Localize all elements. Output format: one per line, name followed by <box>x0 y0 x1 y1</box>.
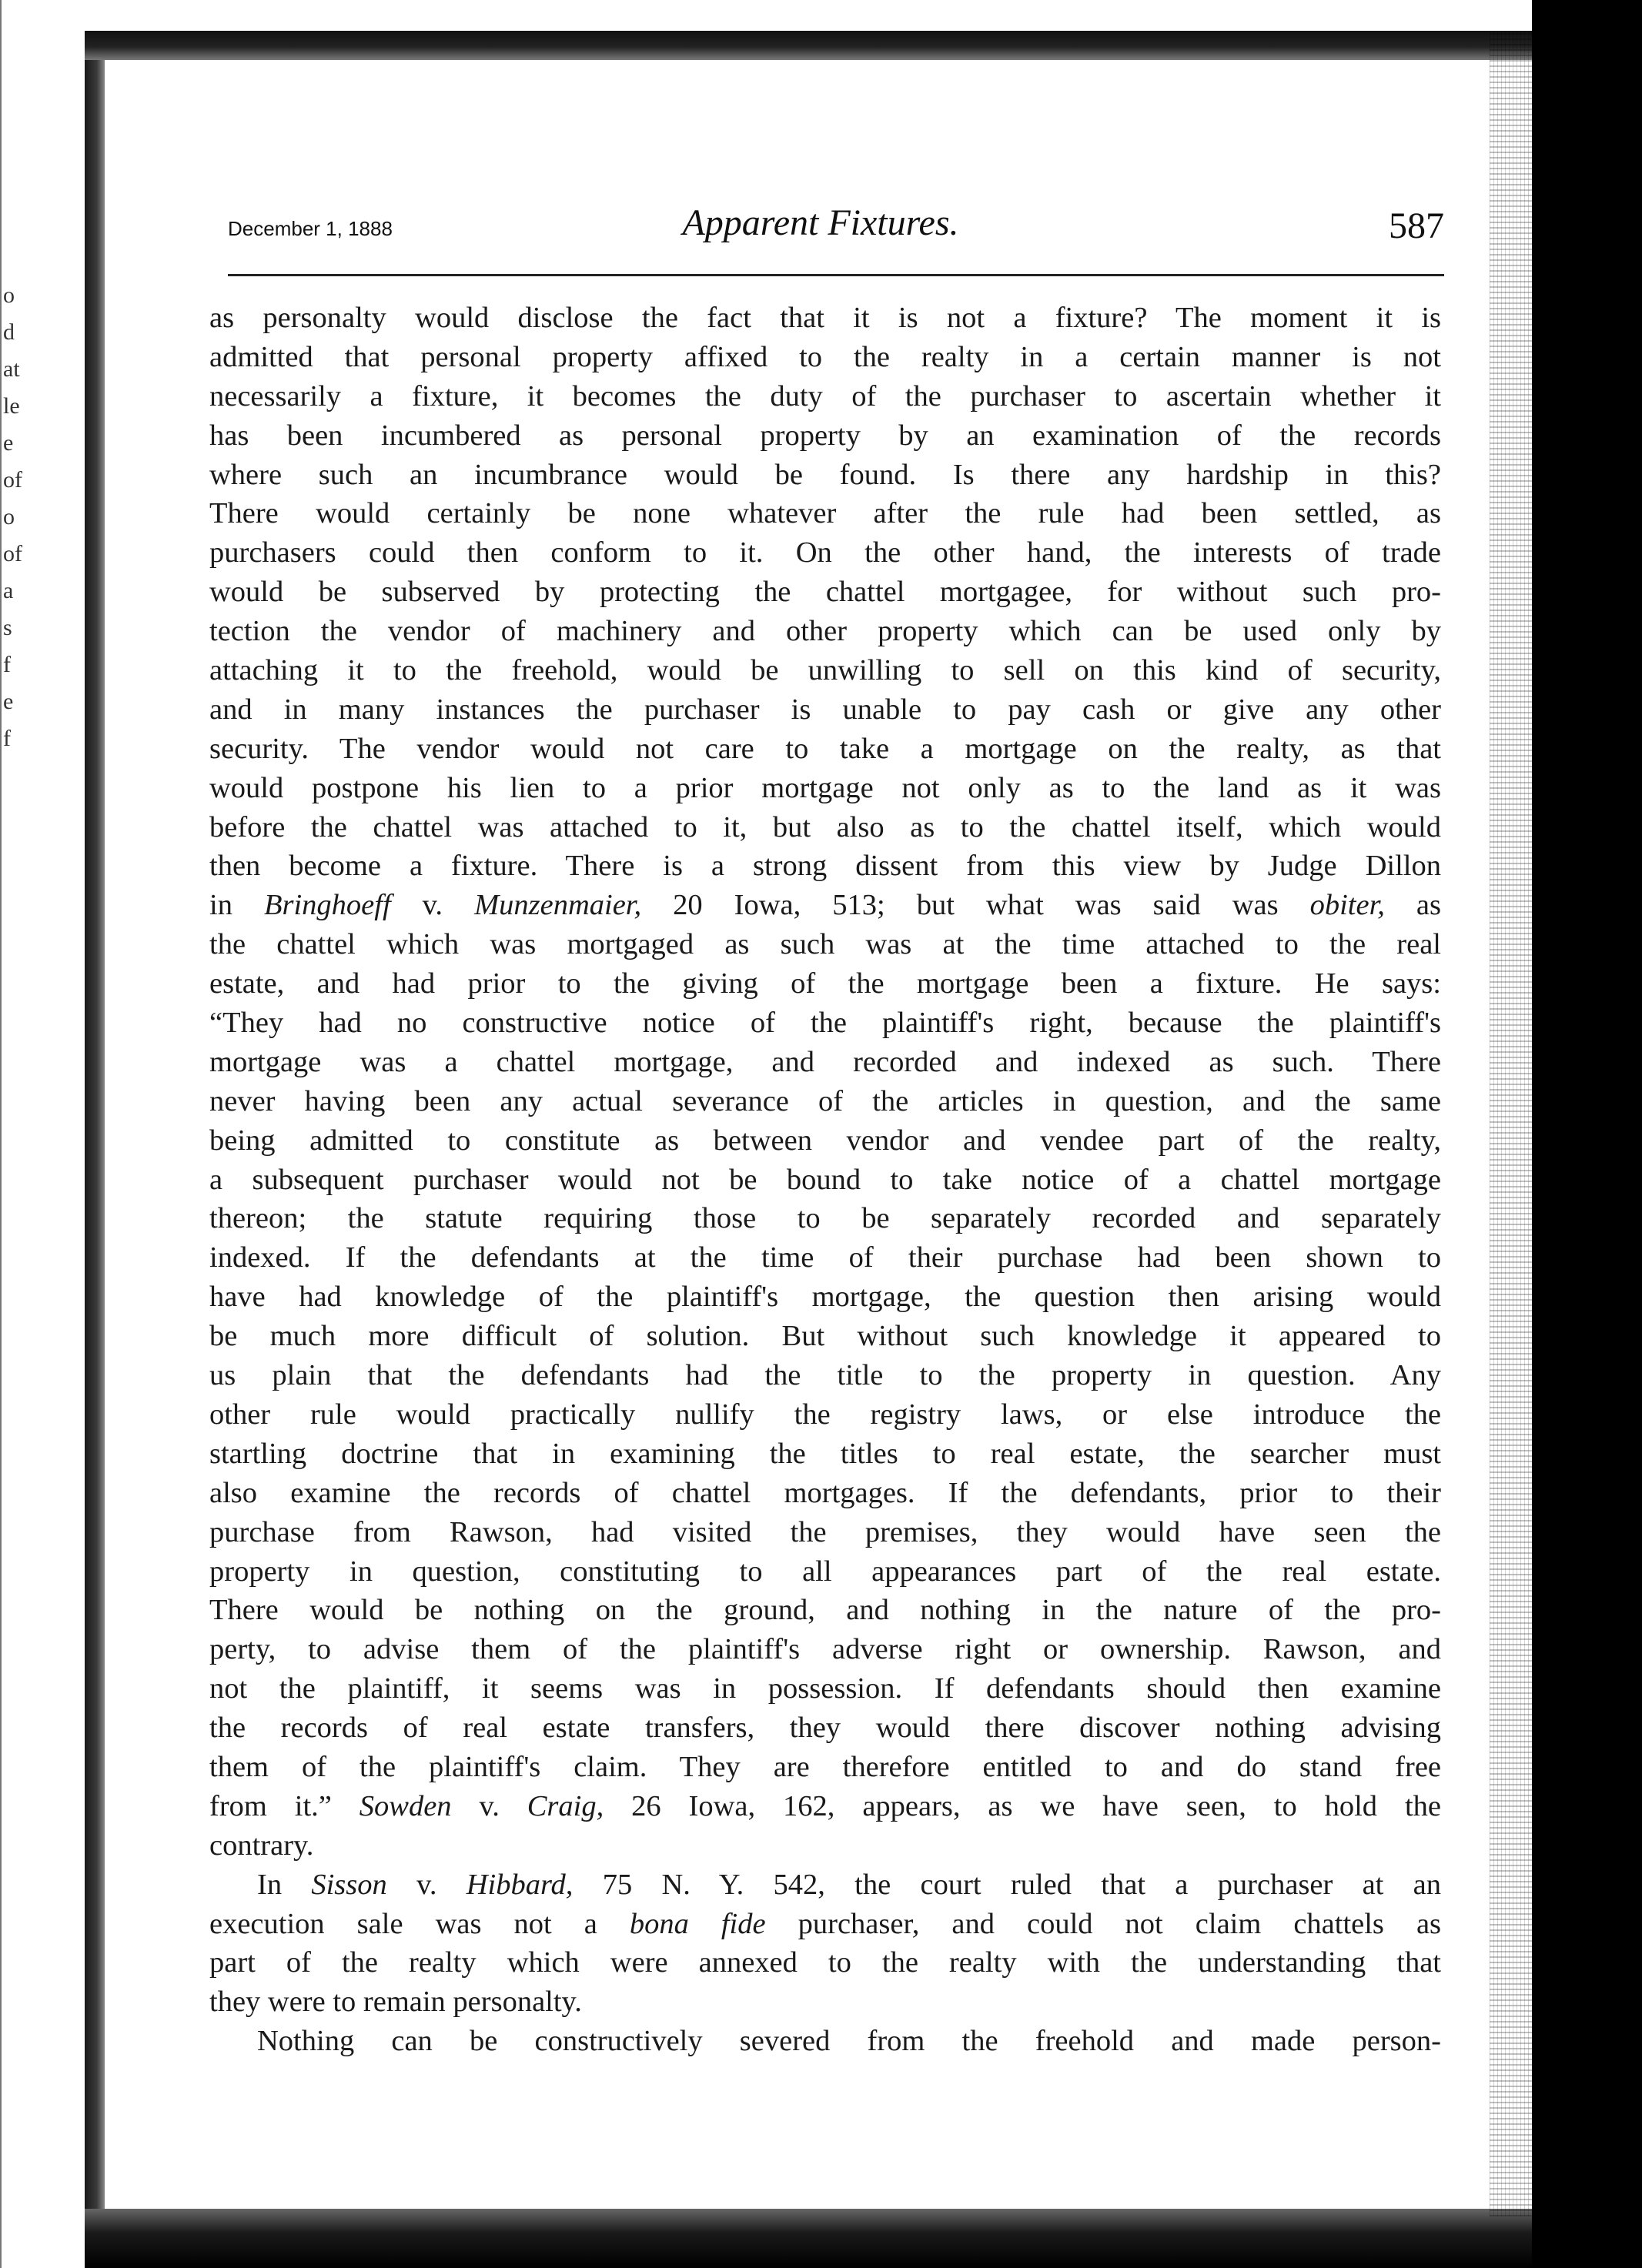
text-line: never having been any actual severance of the articles in question, and the same <box>209 1084 1441 1117</box>
case-name-italic: Bringhoeff <box>263 889 391 922</box>
case-name-italic: Craig, <box>527 1789 604 1822</box>
text-run: from it.” <box>209 1789 360 1822</box>
text-line: the chattel which was mortgaged as such was at the time attached to the real <box>209 928 1441 961</box>
margin-letter: o <box>3 504 15 529</box>
case-name-italic: bona fide <box>629 1907 766 1940</box>
case-name-italic: Munzenmaier, <box>474 889 642 922</box>
scan-right-border <box>1532 0 1642 2268</box>
text-line: indexed. If the defendants at the time of their purchase had been shown to <box>209 1241 1441 1274</box>
text-run: in <box>209 889 264 922</box>
text-line: before the chattel was attached to it, but also as to the chattel itself, which would <box>209 810 1441 843</box>
header-rule <box>228 274 1444 276</box>
text-line: tection the vendor of machinery and other property which can be used only by <box>209 615 1441 648</box>
text-line: purchase from Rawson, had visited the premises, they would have seen the <box>209 1515 1441 1548</box>
text-line: mortgage was a chattel mortgage, and recorded and indexed as such. There <box>209 1045 1441 1078</box>
text-line: There would certainly be none whatever after the rule had been settled, as <box>209 497 1441 530</box>
margin-letter: e <box>3 430 14 456</box>
margin-letter: le <box>3 393 20 419</box>
margin-letter: d <box>3 319 15 345</box>
margin-letter: s <box>3 615 12 640</box>
case-name-italic: obiter, <box>1309 889 1385 922</box>
text-line: admitted that personal property affixed to the realty in a certain manner is not <box>209 340 1441 373</box>
text-line: startling doctrine that in examining the titles to real estate, the searcher must <box>209 1437 1441 1470</box>
text-line: they were to remain personalty. <box>209 1986 582 2019</box>
text-line: them of the plaintiff's claim. They are therefore entitled to and do stand free <box>209 1750 1441 1783</box>
text-line: security. The vendor would not care to take a mortgage on the realty, as that <box>209 732 1441 765</box>
text-run: v. <box>390 889 475 922</box>
text-line: Nothing can be constructively severed from the freehold and made person- <box>257 2025 1441 2058</box>
text-line: have had knowledge of the plaintiff's mortgage, the question then arising would <box>209 1281 1441 1314</box>
text-line: There would be nothing on the ground, and nothing in the nature of the pro- <box>209 1594 1441 1627</box>
text-line: property in question, constituting to all appearances part of the real estate. <box>209 1555 1441 1588</box>
margin-letter: at <box>3 356 20 382</box>
text-run: purchaser, and could not claim chattels as <box>765 1907 1442 1940</box>
text-line: purchasers could then conform to it. On the other hand, the interests of trade <box>209 536 1441 570</box>
text-line: attaching it to the freehold, would be unwilling to sell on this kind of security, <box>209 654 1441 687</box>
text-line: as personalty would disclose the fact that it is not a fixture? The moment it is <box>209 302 1441 334</box>
text-line: the records of real estate transfers, they would there discover nothing advising <box>209 1712 1441 1745</box>
case-name-italic: Sisson <box>311 1868 387 1901</box>
facing-page-margin-letters <box>3 277 34 757</box>
text-run: In <box>257 1868 312 1901</box>
text-line: would postpone his lien to a prior mortgage not only as to the land as it was <box>209 771 1441 804</box>
running-head-date: December 1, 1888 <box>228 217 393 240</box>
text-run: as <box>1384 889 1442 922</box>
text-run: execution sale was not a <box>209 1907 630 1940</box>
text-line: perty, to advise them of the plaintiff's adverse right or ownership. Rawson, and <box>209 1633 1441 1666</box>
scan-binding-shadow <box>85 31 105 2268</box>
margin-letter: e <box>3 689 14 714</box>
text-line: part of the realty which were annexed to the realty with the understanding that <box>209 1946 1441 1979</box>
text-run: 26 Iowa, 162, appears, as we have seen, to hold the <box>604 1789 1441 1822</box>
scan-bottom-border <box>85 2209 1642 2268</box>
text-line: other rule would practically nullify the registry laws, or else introduce the <box>209 1398 1441 1431</box>
text-line: a subsequent purchaser would not be bound to take notice of a chattel mortgage <box>209 1163 1441 1196</box>
margin-letter: of <box>3 541 22 566</box>
text-line: estate, and had prior to the giving of the mortgage been a fixture. He says: <box>209 967 1441 1000</box>
margin-letter: f <box>3 726 11 751</box>
margin-letter: a <box>3 578 14 603</box>
text-line: not the plaintiff, it seems was in possession. If defendants should then examine <box>209 1672 1441 1705</box>
case-name-italic: Sowden <box>359 1789 452 1822</box>
text-line: thereon; the statute requiring those to be separately recorded and separately <box>209 1202 1441 1235</box>
scan-right-noise <box>1490 31 1536 2216</box>
case-name-italic: Hibbard, <box>466 1868 574 1901</box>
scan-left-edge <box>0 0 2 2268</box>
text-line: contrary. <box>209 1829 314 1862</box>
text-run: v. <box>451 1789 527 1822</box>
text-line <box>209 1866 1441 1905</box>
scan-top-border <box>85 31 1532 60</box>
body-text <box>209 299 1441 2061</box>
text-line <box>209 886 1441 925</box>
margin-letter: f <box>3 652 11 677</box>
text-run: 75 N. Y. 542, the court ruled that a purchaser at an <box>573 1868 1442 1901</box>
text-line: would be subserved by protecting the chattel mortgagee, for without such pro- <box>209 576 1441 609</box>
margin-letter: o <box>3 282 15 308</box>
text-line: “They had no constructive notice of the plaintiff's right, because the plaintiff's <box>209 1007 1441 1040</box>
text-line: be much more difficult of solution. But without such knowledge it appeared to <box>209 1320 1441 1353</box>
text-line: also examine the records of chattel mortgages. If the defendants, prior to their <box>209 1476 1441 1509</box>
margin-letter: of <box>3 467 22 493</box>
text-line: necessarily a fixture, it becomes the duty of the purchaser to ascertain whether it <box>209 379 1441 413</box>
text-run: v. <box>386 1868 467 1901</box>
text-line: being admitted to constitute as between vendor and vendee part of the realty, <box>209 1124 1441 1157</box>
text-line: has been incumbered as personal property by an examination of the records <box>209 419 1441 452</box>
running-head-title: Apparent Fixtures. <box>682 202 959 243</box>
text-line: where such an incumbrance would be found. Is there any hardship in this? <box>209 458 1441 491</box>
text-line: and in many instances the purchaser is unable to pay cash or give any other <box>209 693 1441 726</box>
text-run: 20 Iowa, 513; but what was said was <box>641 889 1310 922</box>
page-number: 587 <box>1389 205 1444 246</box>
text-line <box>209 1787 1441 1826</box>
text-line: then become a fixture. There is a strong dissent from this view by Judge Dillon <box>209 850 1441 883</box>
running-head <box>228 202 1444 256</box>
text-line: us plain that the defendants had the title to the property in question. Any <box>209 1359 1441 1392</box>
text-line <box>209 1905 1441 1944</box>
